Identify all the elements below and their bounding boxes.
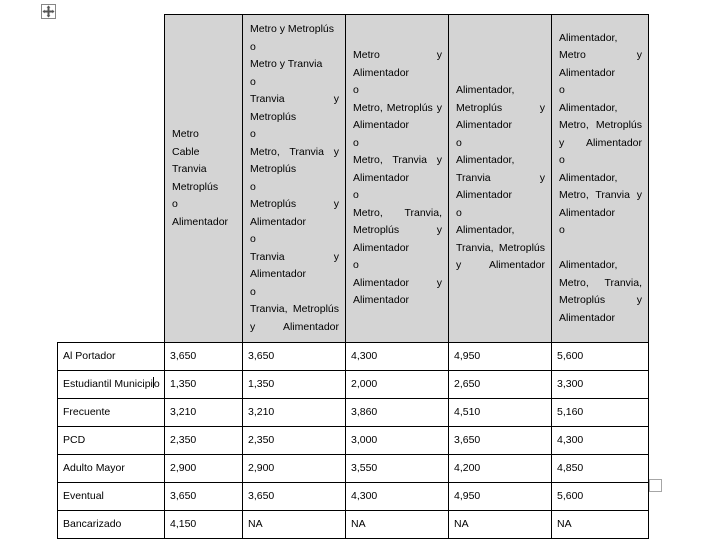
header-separator-o: o <box>559 84 565 97</box>
price-cell[interactable]: 4,850 <box>552 455 649 483</box>
header-line-list-0 <box>172 126 236 231</box>
header-separator-o: o <box>456 206 462 219</box>
price-cell[interactable]: 5,600 <box>552 483 649 511</box>
price-cell[interactable]: 2,650 <box>449 371 552 399</box>
table-row[interactable] <box>58 455 649 483</box>
header-line: Metroplús <box>172 180 219 193</box>
pricing-table[interactable] <box>57 14 649 539</box>
header-line: Metroplús y Alimentador <box>250 198 339 228</box>
header-separator-o: o <box>172 198 178 210</box>
header-line: Alimentador, Metroplús y Alimentador <box>456 84 545 132</box>
price-cell-na[interactable]: NA <box>346 511 449 539</box>
header-separator-o: o <box>250 75 256 88</box>
table-row[interactable] <box>58 343 649 371</box>
row-label-text: Al Portador <box>63 349 116 362</box>
header-separator-o: o <box>353 189 359 202</box>
price-cell[interactable]: 1,350 <box>243 371 346 399</box>
header-line: Alimentador, Metro y Alimentador <box>559 31 642 79</box>
row-label-cell[interactable] <box>58 511 165 539</box>
price-cell[interactable]: 4,950 <box>449 483 552 511</box>
header-line: Metro y Alimentador <box>353 49 442 79</box>
price-cell[interactable]: 1,350 <box>165 371 243 399</box>
row-label-text: Eventual <box>63 489 104 502</box>
header-line: Tranvia <box>172 163 207 175</box>
header-separator-o: o <box>353 136 359 149</box>
row-label-text-tail: o <box>153 377 160 390</box>
price-cell[interactable]: 2,000 <box>346 371 449 399</box>
header-line: Metro <box>172 128 199 140</box>
header-line: Alimentador, Metro, Metroplús y Alimentador <box>559 101 642 149</box>
row-label-text: Frecuente <box>63 405 111 418</box>
table-row[interactable] <box>58 511 649 539</box>
header-cell-alimentador-metro[interactable] <box>552 15 649 343</box>
table-row[interactable] <box>58 483 649 511</box>
price-cell[interactable]: 3,300 <box>552 371 649 399</box>
price-cell[interactable]: 3,550 <box>346 455 449 483</box>
header-line: Alimentador y Alimentador <box>353 276 442 307</box>
price-cell-na[interactable]: NA <box>552 511 649 539</box>
header-separator-o: o <box>353 259 359 272</box>
price-cell[interactable]: 4,510 <box>449 399 552 427</box>
price-cell[interactable]: 4,200 <box>449 455 552 483</box>
header-line: Tranvia y Alimentador <box>250 250 339 280</box>
header-line-list-2 <box>353 47 442 310</box>
table-row[interactable] <box>58 427 649 455</box>
price-cell[interactable]: 5,600 <box>552 343 649 371</box>
price-cell[interactable]: 3,860 <box>346 399 449 427</box>
row-label-cell[interactable] <box>58 343 165 371</box>
price-cell-na[interactable]: NA <box>243 511 346 539</box>
header-corner-cell <box>58 15 165 343</box>
row-label-text: PCD <box>63 433 86 446</box>
row-label-cell[interactable] <box>58 455 165 483</box>
header-separator-o: o <box>250 180 256 193</box>
price-cell[interactable]: 2,350 <box>243 427 346 455</box>
header-line: Metro, Tranvia, Metroplús y Alimentador <box>353 206 442 254</box>
header-line: Metro y Metroplús <box>250 23 335 35</box>
header-separator-o: o <box>456 136 462 149</box>
price-cell[interactable]: 2,900 <box>165 455 243 483</box>
header-line: Metro, Metroplús y Alimentador <box>353 101 442 132</box>
price-cell[interactable]: 3,210 <box>165 399 243 427</box>
price-cell[interactable]: 4,300 <box>552 427 649 455</box>
price-cell[interactable]: 3,650 <box>243 483 346 511</box>
row-label-cell[interactable] <box>58 427 165 455</box>
header-cell-alimentador-metroplus[interactable] <box>449 15 552 343</box>
header-separator-o: o <box>559 224 565 237</box>
row-label-cell[interactable] <box>58 399 165 427</box>
price-cell[interactable]: 4,950 <box>449 343 552 371</box>
price-cell[interactable]: 5,160 <box>552 399 649 427</box>
header-line: Metro, Tranvia y Alimentador <box>353 154 442 184</box>
move-cross-icon <box>42 5 55 18</box>
row-label-text: Adulto Mayor <box>63 461 125 474</box>
header-line-list-3 <box>456 82 545 275</box>
header-line: Alimentador, Tranvia, Metroplús y Alimentador <box>456 224 545 272</box>
price-cell[interactable]: 2,350 <box>165 427 243 455</box>
header-separator-o: o <box>250 233 256 245</box>
header-line: Metro, Tranvia y Metroplús <box>250 145 339 175</box>
header-line: Alimentador, Metro, Tranvia y Alimentador <box>559 171 642 219</box>
price-cell[interactable]: 4,300 <box>346 483 449 511</box>
header-line: Alimentador, Metro, Tranvia, Metroplús y Alimentador <box>559 259 642 324</box>
row-label-cell[interactable] <box>58 483 165 511</box>
price-cell[interactable]: 3,000 <box>346 427 449 455</box>
table-row[interactable] <box>58 399 649 427</box>
header-line-list-1 <box>250 21 339 336</box>
header-separator-o: o <box>250 285 256 298</box>
price-cell[interactable]: 3,650 <box>165 343 243 371</box>
header-separator-o: o <box>250 40 256 53</box>
table-resize-handle[interactable] <box>649 479 662 492</box>
header-line: Alimentador <box>172 215 229 228</box>
pricing-table-container <box>57 14 649 539</box>
header-line: Tranvia, Metroplús y Alimentador <box>250 303 339 333</box>
header-line: Metro y Tranvia <box>250 58 323 70</box>
price-cell[interactable]: 3,650 <box>449 427 552 455</box>
header-separator-o: o <box>559 154 565 167</box>
header-line: Cable <box>172 145 200 158</box>
row-label-text: Estudiantil Municipi <box>63 377 153 390</box>
price-cell[interactable]: 3,650 <box>165 483 243 511</box>
price-cell[interactable]: 4,300 <box>346 343 449 371</box>
price-cell[interactable]: 4,150 <box>165 511 243 539</box>
header-line: Alimentador, Tranvia y Alimentador <box>456 154 545 202</box>
header-line-list-4 <box>559 30 642 328</box>
price-cell[interactable]: 2,900 <box>243 455 346 483</box>
row-label-cell[interactable] <box>58 371 165 399</box>
table-move-handle[interactable] <box>41 4 56 19</box>
header-separator-o: o <box>250 128 256 140</box>
header-cell-metro-metroplus[interactable] <box>243 15 346 343</box>
price-cell[interactable]: 3,210 <box>243 399 346 427</box>
table-header-row <box>58 15 649 343</box>
header-cell-metro-cable[interactable] <box>165 15 243 343</box>
header-separator-o: o <box>353 84 359 97</box>
row-label-text: Bancarizado <box>63 517 122 530</box>
header-cell-metro-alimentador[interactable] <box>346 15 449 343</box>
header-line <box>559 240 642 258</box>
table-row[interactable] <box>58 371 649 399</box>
header-line: Tranvia y Metroplús <box>250 93 339 123</box>
price-cell[interactable]: 3,650 <box>243 343 346 371</box>
price-cell-na[interactable]: NA <box>449 511 552 539</box>
